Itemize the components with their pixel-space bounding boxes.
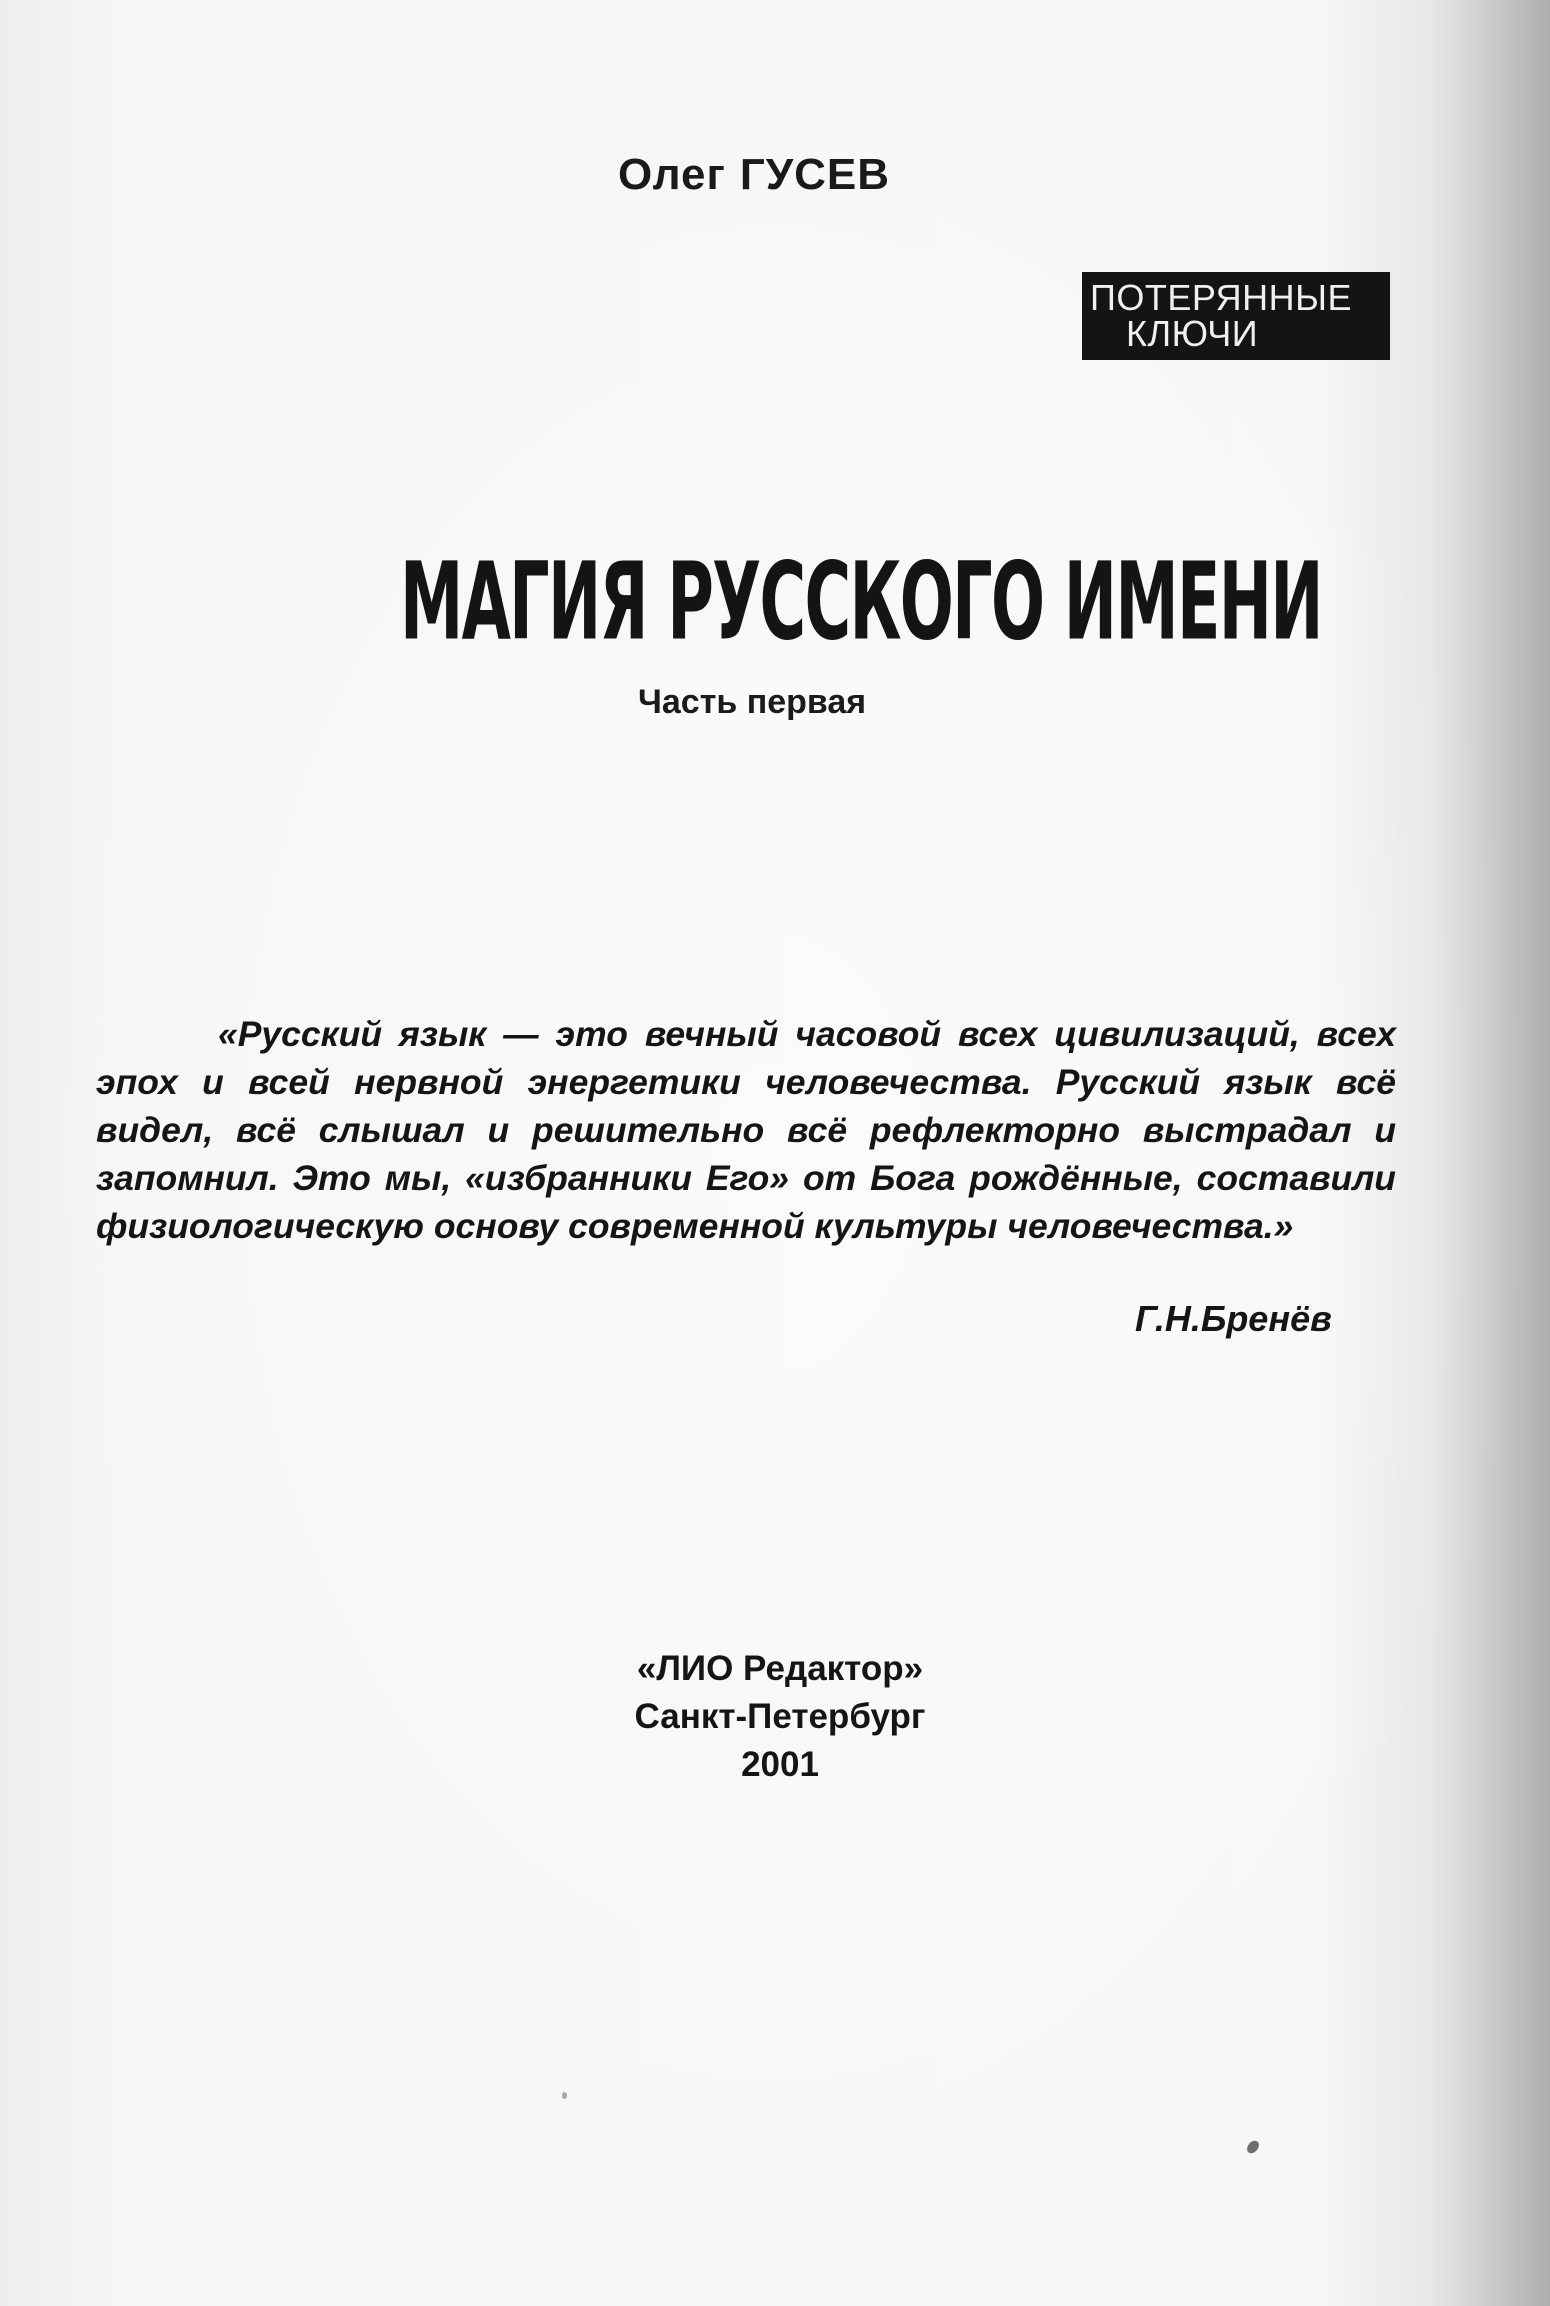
series-line-2: КЛЮЧИ xyxy=(1126,313,1259,354)
series-line-1: ПОТЕРЯННЫЕ xyxy=(1090,277,1352,318)
scan-speck xyxy=(1245,2138,1262,2155)
epigraph-text: «Русский язык — это вечный часовой всех цивилизаций, всех эпох и всей нервной энергетики человечества. Русский язык всё видел, всё слышал и решительно всё рефлекторно выстрадал и запомнил. Это мы, «избранники Его» от Бога рождённые, составили физиологическую основу современной культуры человечества.» xyxy=(96,1014,1396,1246)
epigraph-attribution: Г.Н.Бренёв xyxy=(1135,1298,1332,1339)
book-subtitle: Часть первая xyxy=(638,683,867,721)
scan-speck xyxy=(562,2092,567,2099)
series-badge xyxy=(1082,272,1390,360)
author-first-name: Олег xyxy=(618,150,726,199)
imprint xyxy=(560,1645,1000,1789)
book-title: МАГИЯ РУССКОГО ИМЕНИ xyxy=(400,540,1322,665)
publisher-name: «ЛИО Редактор» xyxy=(636,1649,924,1688)
author-name xyxy=(618,150,890,200)
publication-year: 2001 xyxy=(741,1745,819,1784)
author-last-name: ГУСЕВ xyxy=(739,150,891,199)
page-edge-shadow xyxy=(1430,0,1550,2306)
epigraph xyxy=(96,1010,1396,1250)
publisher-city: Санкт-Петербург xyxy=(634,1697,926,1736)
